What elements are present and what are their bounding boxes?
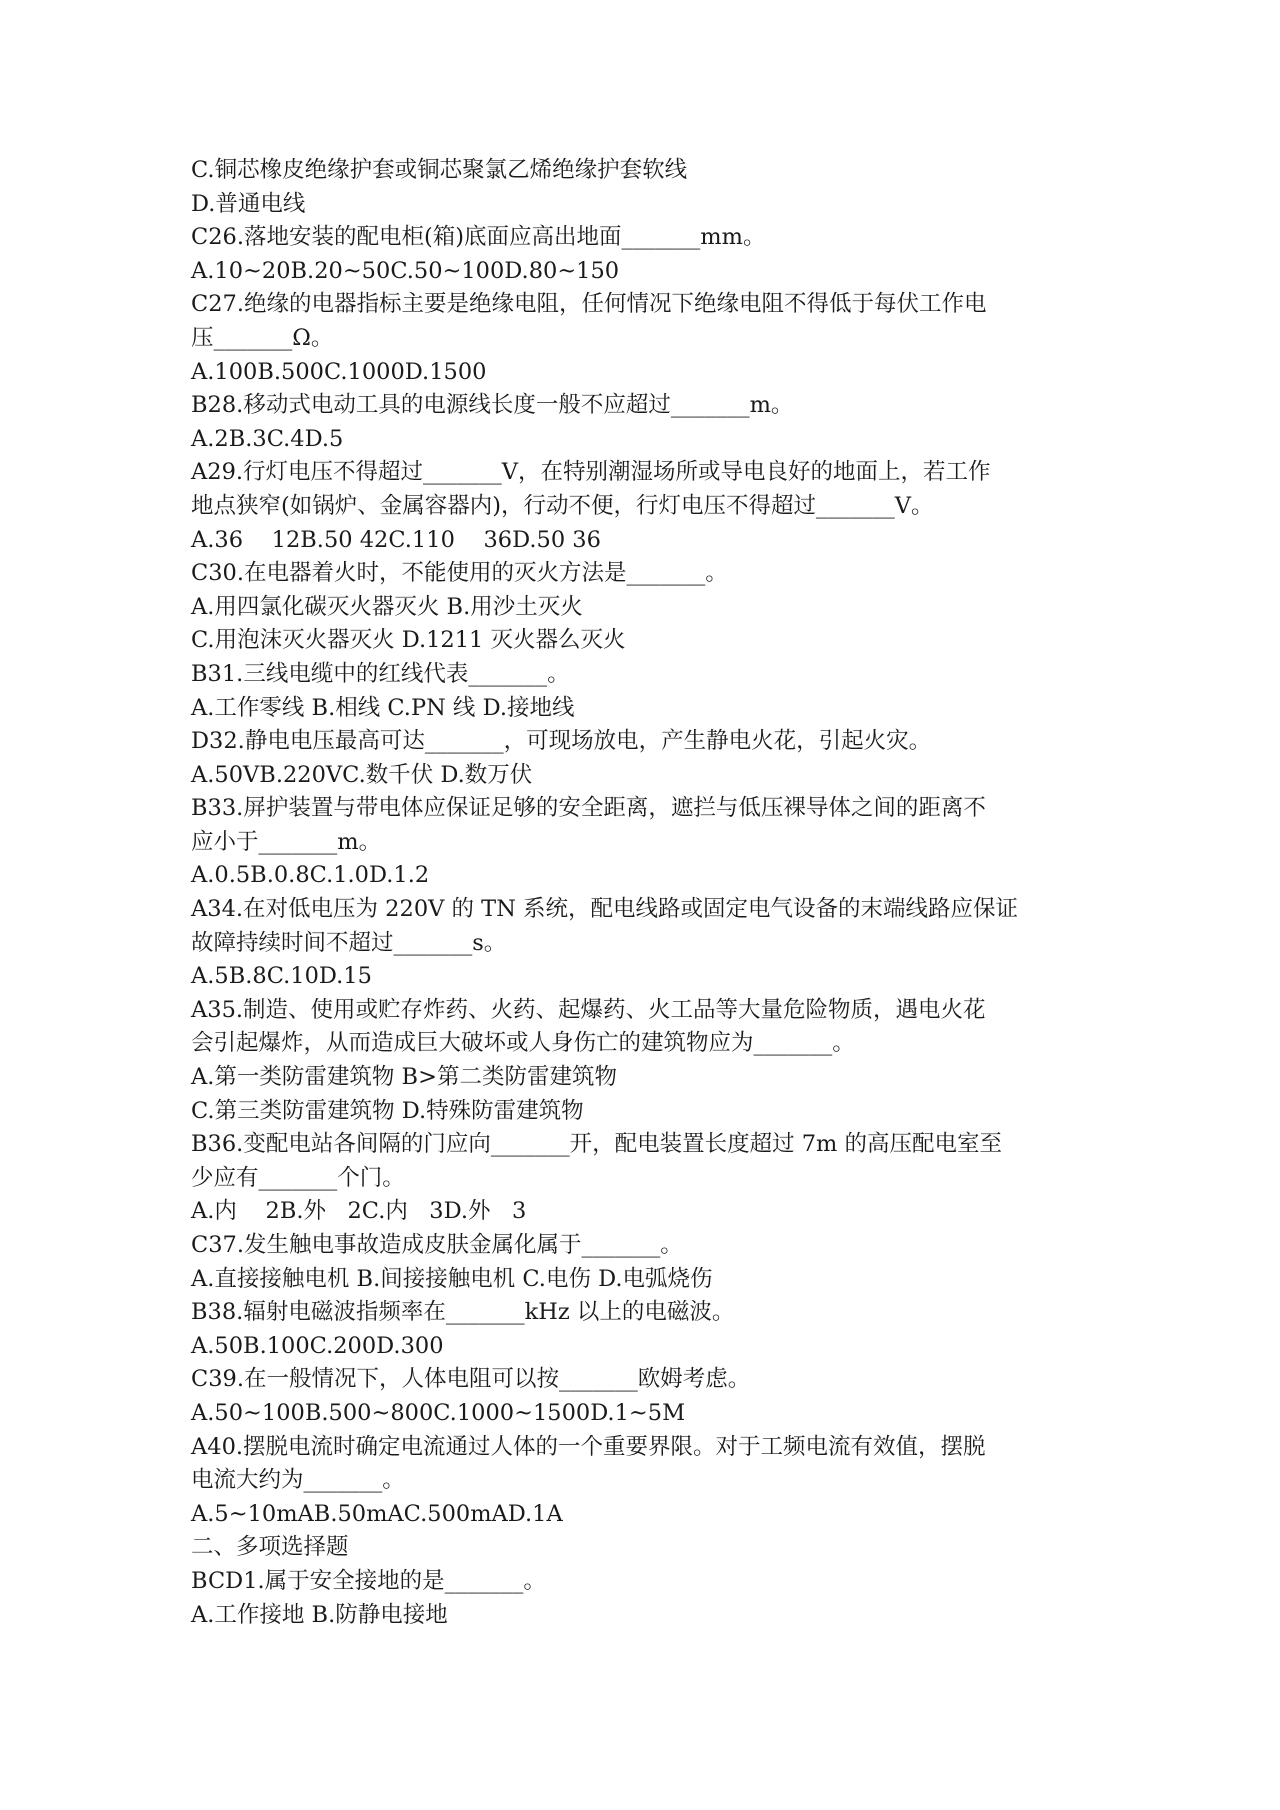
question-line: C26.落地安装的配电柜(箱)底面应高出地面_______mm。 [191,224,766,251]
question-line: A40.摆脱电流时确定电流通过人体的一个重要界限。对于工频电流有效值，摆脱 [191,1433,986,1460]
question-line: A35.制造、使用或贮存炸药、火药、起爆药、火工品等大量危险物质，遇电火花 [191,996,986,1023]
question-line: D32.静电电压最高可达_______，可现场放电，产生静电火花，引起火灾。 [191,728,932,755]
options-line: A.100B.500C.1000D.1500 [191,358,487,385]
question-line: B33.屏护装置与带电体应保证足够的安全距离，遮拦与低压裸导体之间的距离不 [191,795,986,822]
options-line: A.5~10mAB.50mAC.500mAD.1A [191,1500,563,1527]
options-line: A.用四氯化碳灭火器灭火 B.用沙土灭火 [191,593,583,620]
question-line: B36.变配电站各间隔的门应向_______开，配电装置长度超过 7m 的高压配电室至 [191,1131,1003,1158]
question-line: 压_______Ω。 [191,324,334,351]
question-line: C37.发生触电事故造成皮肤金属化属于_______。 [191,1232,683,1258]
text-line: D.普通电线 [191,190,306,217]
document-body [191,154,1091,1632]
question-line: 地点狭窄(如锅炉、金属容器内)，行动不便，行灯电压不得超过_______V。 [191,492,934,519]
question-line: C27.绝缘的电器指标主要是绝缘电阻，任何情况下绝缘电阻不得低于每伏工作电 [191,291,987,318]
question-line: B38.辐射电磁波指频率在_______kHz 以上的电磁波。 [191,1299,735,1326]
options-line: C.第三类防雷建筑物 D.特殊防雷建筑物 [191,1097,584,1124]
options-line: A.0.5B.0.8C.1.0D.1.2 [191,862,430,889]
options-line: A.10~20B.20~50C.50~100D.80~150 [191,257,620,284]
options-line: A.50B.100C.200D.300 [191,1332,444,1359]
options-line: A.工作接地 B.防静电接地 [191,1601,448,1628]
question-line: 电流大约为_______。 [191,1467,405,1494]
question-line: 应小于_______m。 [191,828,382,855]
question-line: B28.移动式电动工具的电源线长度一般不应超过_______m。 [191,392,794,419]
question-line: 故障持续时间不超过_______s。 [191,929,507,956]
options-line: A.50VB.220VC.数千伏 D.数万伏 [191,761,533,788]
section-heading: 二、多项选择题 [191,1534,349,1561]
question-line: A34.在对低电压为 220V 的 TN 系统，配电线路或固定电气设备的末端线路应保证 [191,896,1019,923]
options-line: C.用泡沫灭火器灭火 D.1211 灭火器么灭火 [191,627,626,654]
question-line: C30.在电器着火时，不能使用的灭火方法是_______。 [191,560,728,587]
options-line: A.第一类防雷建筑物 B>第二类防雷建筑物 [191,1064,617,1091]
options-line: A.内 2B.外 2C.内 3D.外 3 [191,1198,527,1225]
options-line: A.5B.8C.10D.15 [191,963,372,990]
text-line: C.铜芯橡皮绝缘护套或铜芯聚氯乙烯绝缘护套软线 [191,157,688,183]
options-line: A.直接接触电机 B.间接接触电机 C.电伤 D.电弧烧伤 [191,1265,713,1292]
options-line: A.36 12B.50 42C.110 36D.50 36 [191,526,601,553]
question-line: C39.在一般情况下，人体电阻可以按_______欧姆考虑。 [191,1366,751,1393]
question-line: A29.行灯电压不得超过_______V，在特别潮湿场所或导电良好的地面上，若工作 [191,459,991,486]
question-line: 会引起爆炸，从而造成巨大破坏或人身伤亡的建筑物应为_______。 [191,1030,855,1057]
question-line: 少应有_______个门。 [191,1164,405,1191]
question-line: BCD1.属于安全接地的是_______。 [191,1567,546,1594]
options-line: A.工作零线 B.相线 C.PN 线 D.接地线 [191,694,575,721]
options-line: A.2B.3C.4D.5 [191,425,344,452]
question-line: B31.三线电缆中的红线代表_______。 [191,660,570,687]
options-line: A.50~100B.500~800C.1000~1500D.1~5M [191,1399,686,1426]
